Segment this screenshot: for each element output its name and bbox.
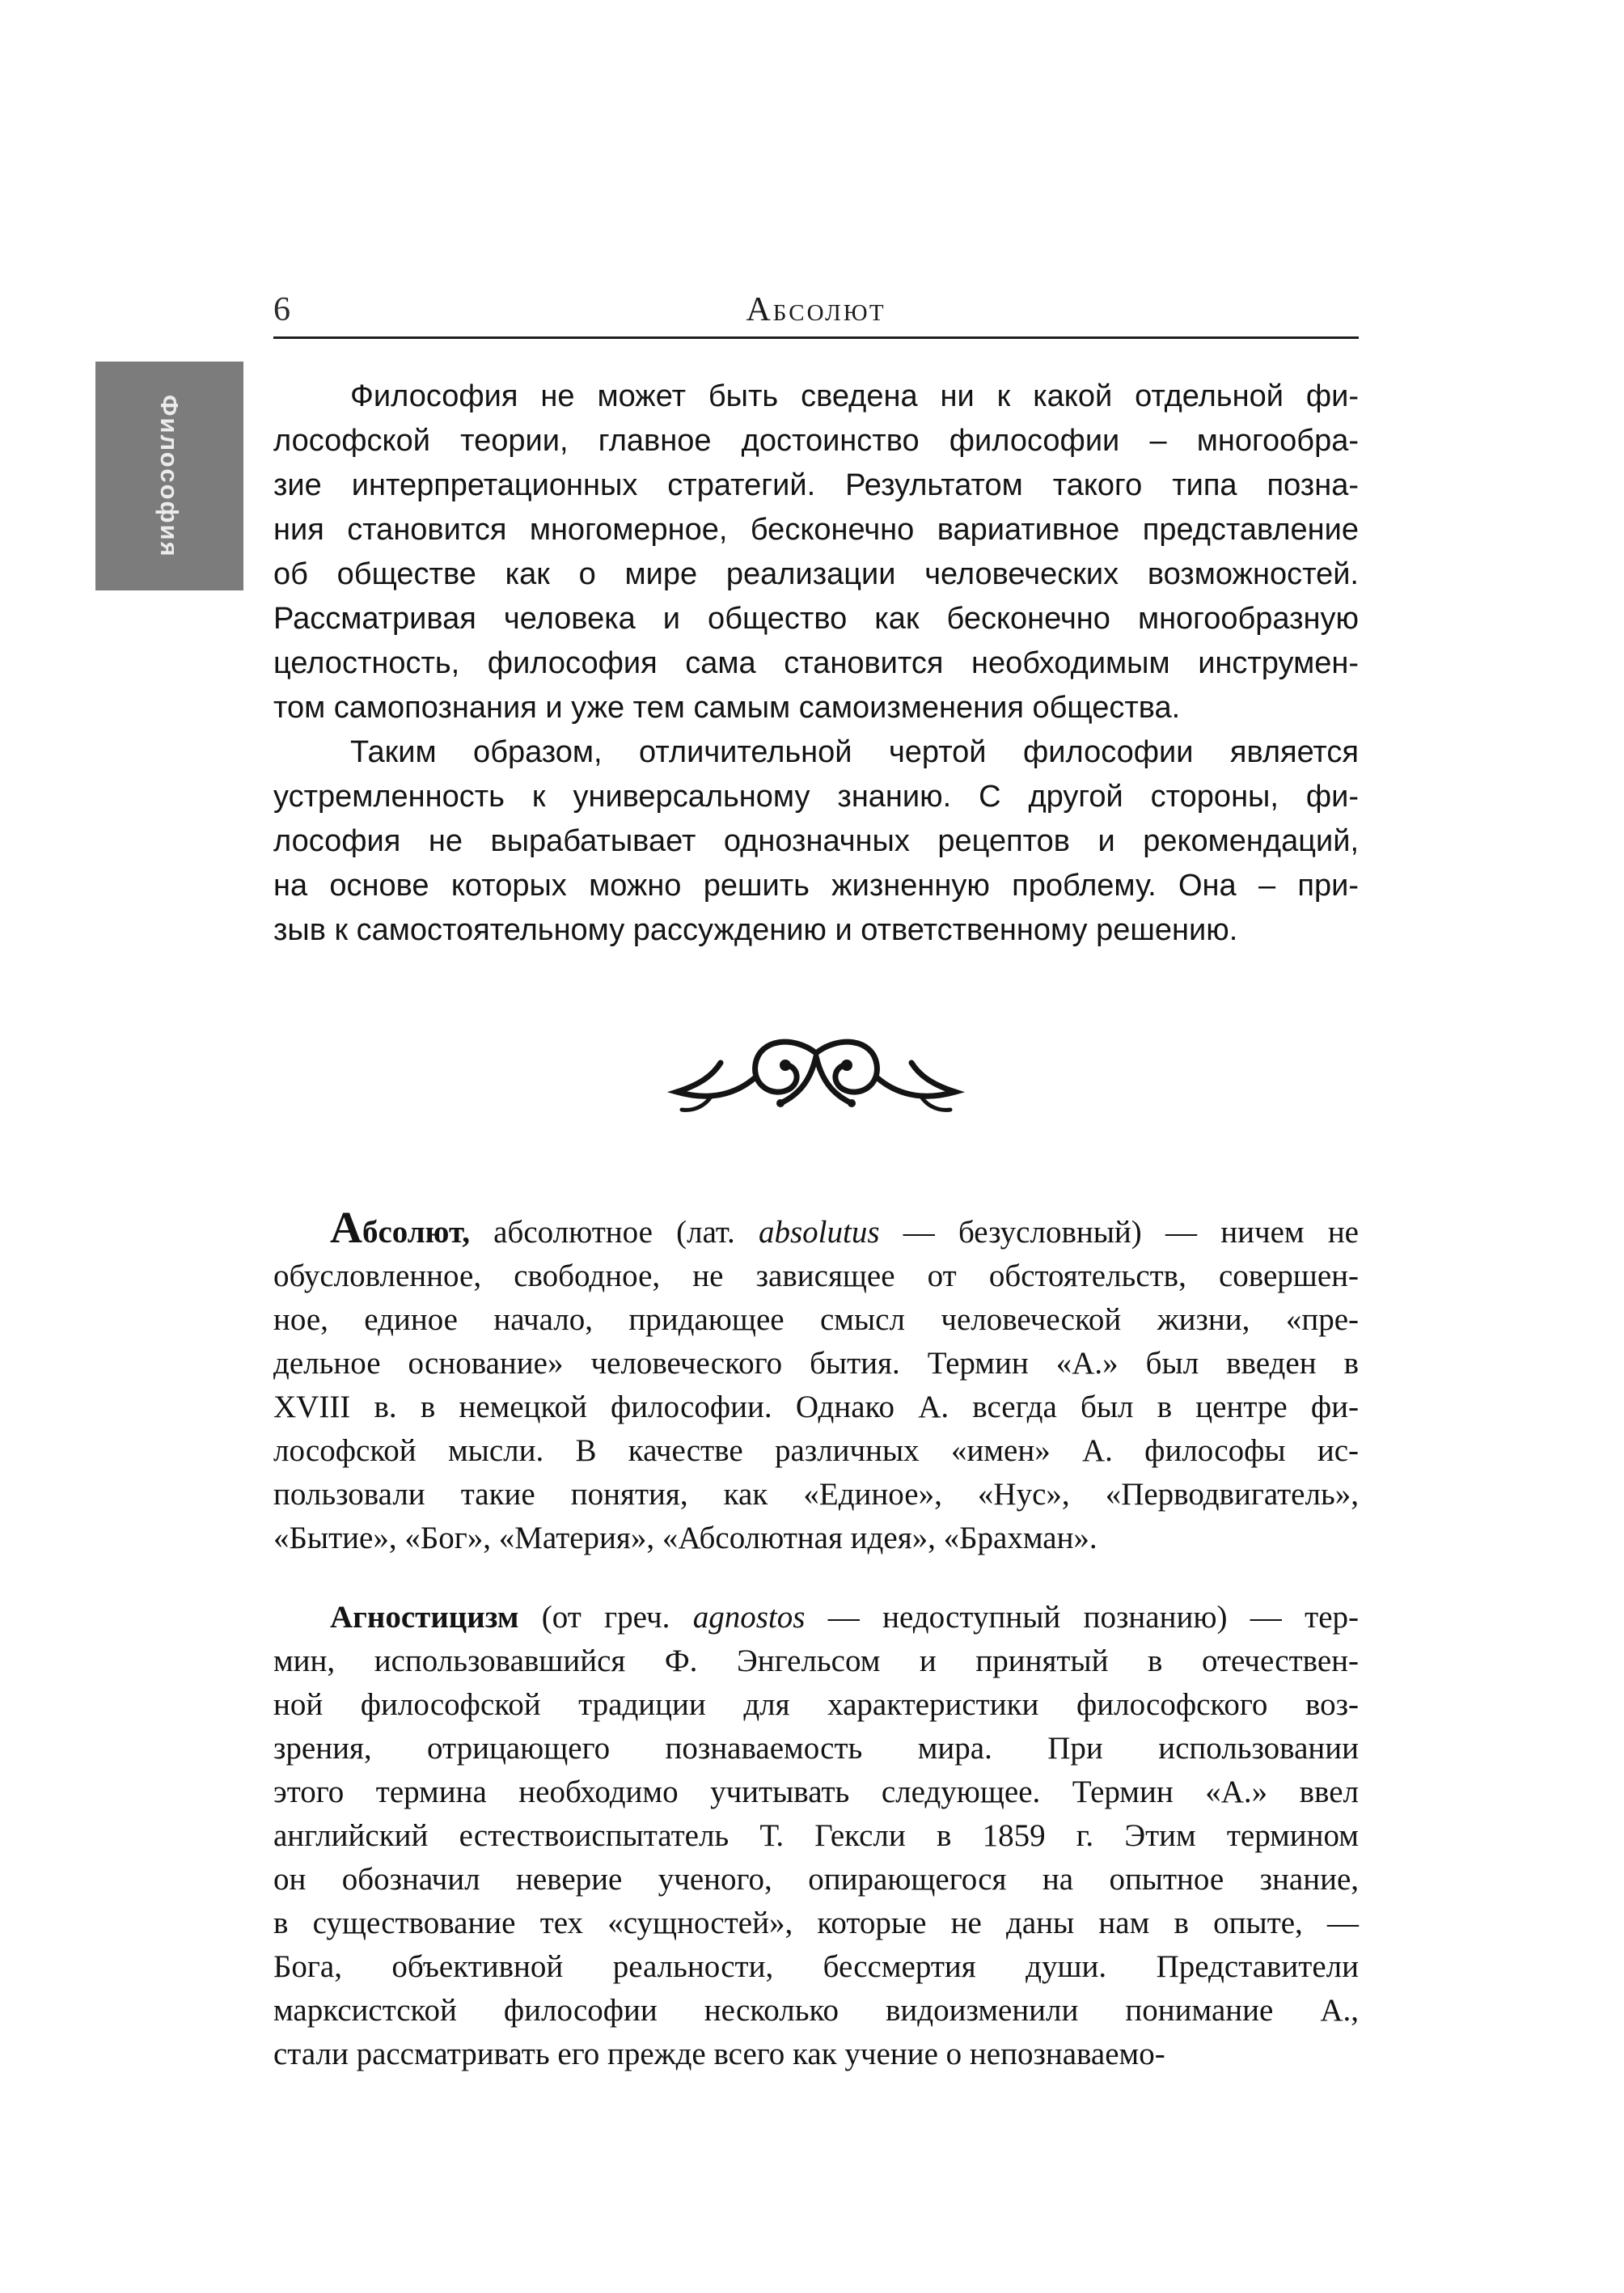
text-line: обусловленное, свободное, не зависящее от обстоятельств, совершен- [273,1259,1359,1293]
dictionary-entries [273,1203,1359,2076]
text-segment-bold: бсолют, [362,1215,470,1250]
entry-absolut [273,1203,1359,1560]
text-line: лософия не вырабатывает однозначных рецептов и рекомендаций, [273,824,1359,858]
text-line: пользовали такие понятия, как «Единое», «Нус», «Перводвигатель», [273,1477,1359,1512]
text-line: об обществе как о мире реализации человеческих возможностей. [273,557,1359,591]
text-segment: (от греч. [518,1600,693,1635]
text-line: этого термина необходимо учитывать следующее. Термин «А.» ввел [273,1775,1359,1809]
text-segment-lead-initial: А [330,1203,362,1252]
text-line: он обозначил неверие ученого, опирающегося на опытное знание, [273,1862,1359,1897]
text-line: целостность, философия сама становится необходимым инструмен- [273,646,1359,680]
text-line: зыв к самостоятельному рассуждению и ответственному решению. [273,913,1238,947]
text-segment-italic: agnostos [692,1600,806,1635]
intro-paragraph [273,374,1359,730]
text-line: «Бытие», «Бог», «Материя», «Абсолютная идея», «Брахман». [273,1521,1097,1555]
floral-ornament-icon [662,1027,970,1124]
intro-paragraph [273,730,1359,953]
text-line [273,1596,1359,1639]
chapter-side-tab [95,362,243,590]
text-line: том самопознания и уже тем самым самоизменения общества. [273,691,1181,725]
text-line: марксистской философии несколько видоизменили понимание А., [273,1993,1359,2028]
text-segment: — безусловный) — ничем не [879,1215,1359,1250]
text-line: Таким образом, отличительной чертой философии является [350,735,1359,769]
text-line [273,1203,1359,1254]
intro-section [273,374,1359,953]
running-head: Абсолют [746,291,886,328]
page-number: 6 [273,291,290,328]
text-line: Рассматривая человека и общество как бесконечно многообразную [273,602,1359,636]
text-segment: абсолютное (лат. [469,1215,759,1250]
text-line: ное, единое начало, придающее смысл человеческой жизни, «пре- [273,1302,1359,1337]
text-line: лософской теории, главное достоинство философии – многообра- [273,424,1359,458]
text-line: стали рассматривать его прежде всего как учение о непознаваемо- [273,2037,1165,2071]
text-line: ния становится многомерное, бесконечно вариативное представление [273,513,1359,547]
text-line: устремленность к универсальному знанию. С другой стороны, фи- [273,780,1359,814]
text-segment: — недоступный познанию) — тер- [805,1600,1359,1635]
page-header [273,285,1359,332]
text-line: зрения, отрицающего познаваемость мира. При использовании [273,1731,1359,1766]
text-line: зие интерпретационных стратегий. Результатом такого типа позна- [273,468,1359,502]
text-line: в существование тех «сущностей», которые не даны нам в опыте, — [273,1906,1359,1940]
text-line: Философия не может быть сведена ни к какой отдельной фи- [350,379,1359,413]
text-line: лософской мысли. В качестве различных «имен» А. философы ис- [273,1433,1359,1468]
text-line: дельное основание» человеческого бытия. Термин «А.» был введен в [273,1346,1359,1381]
header-rule [273,336,1359,339]
chapter-side-tab-label: Философия [155,394,184,558]
page-content [273,285,1359,2076]
text-line: XVIII в. в немецкой философии. Однако А. всегда был в центре фи- [273,1390,1359,1424]
text-line: мин, использовавшийся Ф. Энгельсом и принятый в отечествен- [273,1644,1359,1678]
section-divider [273,1027,1359,1128]
text-line: ной философской традиции для характеристики философского воз- [273,1687,1359,1722]
entry-agnosticism [273,1596,1359,2076]
text-segment-bold: Агностицизм [330,1600,519,1635]
text-line: на основе которых можно решить жизненную проблему. Она – при- [273,869,1359,903]
text-segment-italic: absolutus [758,1215,880,1250]
text-line: английский естествоиспытатель Т. Гексли в 1859 г. Этим термином [273,1818,1359,1853]
text-line: Бога, объективной реальности, бессмертия души. Представители [273,1949,1359,1984]
